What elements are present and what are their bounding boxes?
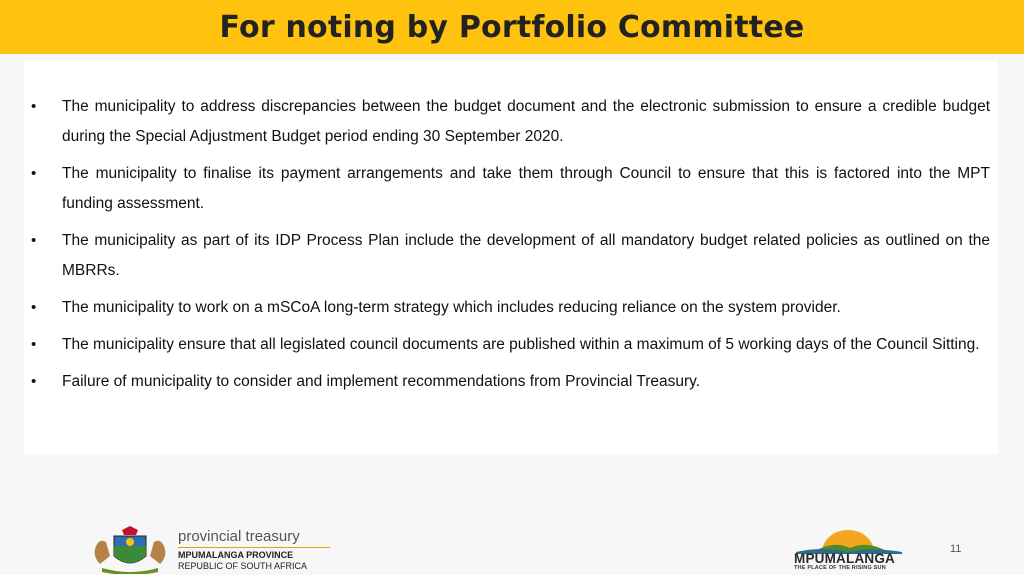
bullet-icon: • — [31, 373, 37, 390]
bullet-icon: • — [31, 165, 37, 182]
logo-tagline: THE PLACE OF THE RISING SUN — [794, 565, 886, 571]
list-item — [24, 92, 998, 152]
province-name: MPUMALANGA PROVINCE — [178, 549, 294, 560]
mpumalanga-logo — [792, 528, 910, 574]
bullet-icon: • — [31, 336, 37, 353]
list-item — [24, 330, 998, 360]
list-item — [24, 226, 998, 286]
bullet-text: The municipality to address discrepancies between the budget document and the electronic submission to ensure a credible budget during the Special Adjustment Budget period ending 30 September 2020. — [62, 98, 990, 145]
page-number: 11 — [950, 543, 962, 555]
bullet-text: The municipality as part of its IDP Process Plan include the development of all mandatory budget related policies as outlined on the MBRRs. — [62, 232, 990, 279]
logo-wordmark: MPUMALANGA — [794, 551, 895, 566]
bullet-icon: • — [31, 98, 37, 115]
bullet-text: The municipality ensure that all legislated council documents are published within a maximum of 5 working days of the Council Sitting. — [62, 336, 980, 353]
slide-title: For noting by Portfolio Committee — [219, 9, 805, 45]
treasury-name: provincial treasury — [178, 529, 330, 548]
list-item — [24, 159, 998, 219]
title-bar — [0, 0, 1024, 54]
list-item — [24, 367, 998, 397]
bullet-list — [24, 92, 998, 404]
bullet-icon: • — [31, 299, 37, 316]
bullet-text: The municipality to work on a mSCoA long-term strategy which includes reducing reliance on the system provider. — [62, 299, 841, 316]
coat-of-arms-icon — [86, 526, 174, 574]
bullet-text: The municipality to finalise its payment arrangements and take them through Council to ensure that this is factored into the MPT funding assessment. — [62, 165, 990, 212]
bullet-icon: • — [31, 232, 37, 249]
list-item — [24, 293, 998, 323]
provincial-treasury-logo — [86, 526, 330, 574]
bullet-text: Failure of municipality to consider and implement recommendations from Provincial Treasury. — [62, 373, 701, 390]
content-panel — [24, 60, 998, 454]
country-name: REPUBLIC OF SOUTH AFRICA — [178, 560, 308, 571]
